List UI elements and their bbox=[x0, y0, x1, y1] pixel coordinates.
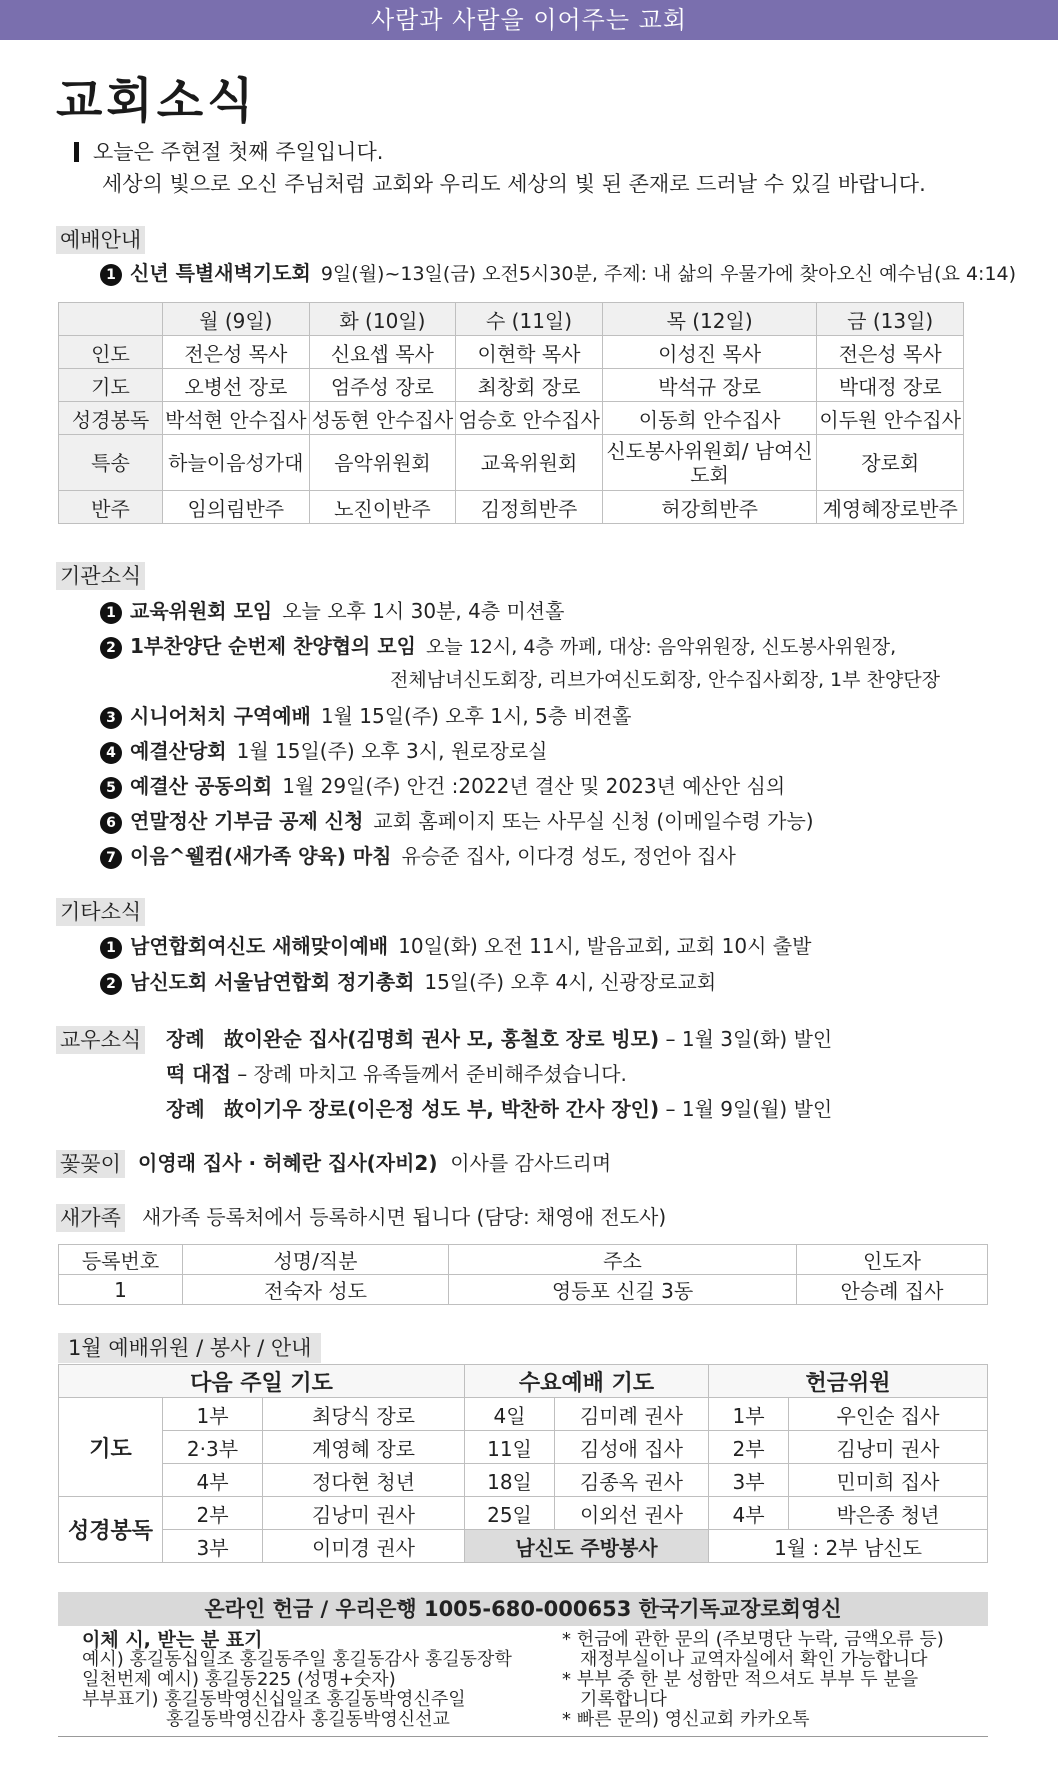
offering-note-line: * 빠른 문의) 영신교회 카카오톡 bbox=[562, 1709, 810, 1730]
table-cell: 엄주성 장로 bbox=[309, 369, 456, 402]
number-1-icon: 1 bbox=[100, 602, 122, 624]
members-text: 故이기우 장로(이은정 성도 부, 박찬하 간사 장인) bbox=[223, 1097, 660, 1121]
intro-line-1: 오늘은 주현절 첫째 주일입니다. bbox=[93, 140, 384, 164]
number-2-icon: 2 bbox=[100, 973, 122, 995]
bottom-divider bbox=[58, 1736, 988, 1737]
members-text: 故이완순 집사(김명희 권사 모, 홍철호 장로 빙모) bbox=[223, 1027, 660, 1051]
number-2-icon: 2 bbox=[100, 637, 122, 659]
table-cell: 안승례 집사 bbox=[797, 1275, 988, 1305]
table-cell: 박석현 안수집사 bbox=[163, 402, 310, 435]
table-cell: 임의림반주 bbox=[163, 491, 310, 524]
table-cell: 영등포 신길 3동 bbox=[449, 1275, 797, 1305]
col-header: 수요예배 기도 bbox=[465, 1365, 709, 1398]
col-header: 월 (9일) bbox=[163, 303, 310, 336]
table-cell: 김미례 권사 bbox=[555, 1398, 709, 1431]
org-item-title: 이음^웰컴(새가족 양육) 마침 bbox=[130, 844, 392, 868]
table-row bbox=[59, 369, 964, 402]
org-item-6 bbox=[100, 806, 814, 836]
table-row bbox=[59, 336, 964, 369]
table-cell: 김종옥 권사 bbox=[555, 1464, 709, 1497]
table-cell: 최당식 장로 bbox=[263, 1398, 465, 1431]
flowers-line bbox=[138, 1148, 611, 1178]
org-item-4 bbox=[100, 736, 547, 766]
table-cell: 2부 bbox=[163, 1497, 263, 1530]
org-item-2 bbox=[100, 631, 896, 662]
org-item-5 bbox=[100, 771, 785, 801]
table-cell: 장로회 bbox=[817, 435, 964, 491]
table-row bbox=[59, 1497, 988, 1530]
col-header: 목 (12일) bbox=[602, 303, 817, 336]
intro-line-2: 세상의 빛으로 오신 주님처럼 교회와 우리도 세상의 빛 된 존재로 드러날 수 있길 바랍니다. bbox=[102, 172, 926, 196]
row-header: 기도 bbox=[59, 1398, 163, 1497]
org-item-7 bbox=[100, 841, 736, 871]
table-cell: 박은종 청년 bbox=[789, 1497, 988, 1530]
table-cell: 1 bbox=[59, 1275, 183, 1305]
bullet-bar-icon bbox=[74, 142, 79, 162]
table-row bbox=[59, 1530, 988, 1563]
row-header: 반주 bbox=[59, 491, 163, 524]
table-cell: 오병선 장로 bbox=[163, 369, 310, 402]
row-header: 특송 bbox=[59, 435, 163, 491]
table-cell: 3부 bbox=[709, 1464, 789, 1497]
table-cell: 김정희반주 bbox=[456, 491, 603, 524]
table-row bbox=[59, 491, 964, 524]
page-title: 교회소식 bbox=[56, 73, 258, 129]
table-cell: 4일 bbox=[465, 1398, 555, 1431]
org-item-detail: 1월 29일(주) 안건 :2022년 결산 및 2023년 예산안 심의 bbox=[282, 774, 786, 798]
table-cell: 전숙자 성도 bbox=[183, 1275, 449, 1305]
january-label: 1월 예배위원 / 봉사 / 안내 bbox=[58, 1333, 321, 1363]
table-cell: 1부 bbox=[709, 1398, 789, 1431]
number-1-icon: 1 bbox=[100, 264, 122, 286]
number-1-icon: 1 bbox=[100, 937, 122, 959]
table-cell: 이현학 목사 bbox=[456, 336, 603, 369]
members-kind: 떡 대접 bbox=[166, 1062, 231, 1086]
transfer-guide-line: 일천번제 예시) 홍길동225 (성명+숫자) bbox=[82, 1669, 396, 1690]
worship-schedule-table bbox=[58, 302, 964, 524]
table-cell: 1부 bbox=[163, 1398, 263, 1431]
members-text: – 장례 마치고 유족들께서 준비해주셨습니다. bbox=[237, 1062, 627, 1086]
flowers-label: 꽃꽂이 bbox=[56, 1150, 125, 1178]
table-cell: 25일 bbox=[465, 1497, 555, 1530]
other-item-1 bbox=[100, 931, 811, 961]
worship-item-title: 신년 특별새벽기도회 bbox=[130, 261, 311, 285]
table-row bbox=[59, 435, 964, 491]
table-cell: 2부 bbox=[709, 1431, 789, 1464]
org-item-detail: 1월 15일(주) 오후 3시, 원로장로실 bbox=[236, 739, 548, 763]
table-cell: 전은성 목사 bbox=[817, 336, 964, 369]
newfamily-label: 새가족 bbox=[56, 1204, 125, 1232]
worship-label: 예배안내 bbox=[56, 226, 145, 254]
transfer-guide bbox=[82, 1630, 562, 1730]
table-cell: 신도봉사위원회/ 남여신도회 bbox=[602, 435, 817, 491]
table-cell: 이두원 안수집사 bbox=[817, 402, 964, 435]
table-cell: 김성애 집사 bbox=[555, 1431, 709, 1464]
flowers-names: 이영래 집사 · 허혜란 집사(자비2) bbox=[138, 1151, 438, 1175]
transfer-guide-line: 예시) 홍길동십일조 홍길동주일 홍길동감사 홍길동장학 bbox=[82, 1649, 512, 1670]
row-header: 성경봉독 bbox=[59, 402, 163, 435]
org-item-detail: 유승준 집사, 이다경 성도, 정언아 집사 bbox=[401, 844, 736, 868]
col-header: 화 (10일) bbox=[309, 303, 456, 336]
table-cell: 이외선 권사 bbox=[555, 1497, 709, 1530]
org-label: 기관소식 bbox=[56, 562, 145, 590]
org-item-detail: 오늘 12시, 4층 까페, 대상: 음악위원장, 신도봉사위원장, bbox=[425, 636, 897, 658]
table-cell: 음악위원회 bbox=[309, 435, 456, 491]
col-header: 다음 주일 기도 bbox=[59, 1365, 465, 1398]
table-row bbox=[59, 402, 964, 435]
members-date: – 1월 9일(월) 발인 bbox=[665, 1097, 833, 1121]
offering-notes bbox=[562, 1630, 982, 1730]
table-cell: 노진이반주 bbox=[309, 491, 456, 524]
table-cell: 전은성 목사 bbox=[163, 336, 310, 369]
other-item-detail: 10일(화) 오전 11시, 발음교회, 교회 10시 출발 bbox=[398, 934, 812, 958]
table-header-row bbox=[59, 1245, 988, 1275]
table-cell: 신요셉 목사 bbox=[309, 336, 456, 369]
worship-item bbox=[100, 258, 1016, 289]
intro bbox=[74, 136, 926, 200]
org-item-detail: 교회 홈페이지 또는 사무실 신청 (이메일수령 가능) bbox=[373, 809, 814, 833]
col-header: 헌금위원 bbox=[709, 1365, 988, 1398]
col-header: 등록번호 bbox=[59, 1245, 183, 1275]
transfer-guide-line: 홍길동박영신감사 홍길동박영신선교 bbox=[166, 1709, 450, 1730]
table-cell: 엄승호 안수집사 bbox=[456, 402, 603, 435]
transfer-guide-line: 부부표기) 홍길동박영신십일조 홍길동박영신주일 bbox=[82, 1689, 466, 1710]
online-offering-bar: 온라인 헌금 / 우리은행 1005-680-000653 한국기독교장로회영신 bbox=[58, 1592, 988, 1626]
table-cell: 이성진 목사 bbox=[602, 336, 817, 369]
other-item-title: 남신도회 서울남연합회 정기총회 bbox=[130, 970, 415, 994]
other-label: 기타소식 bbox=[56, 898, 145, 926]
table-cell: 4부 bbox=[163, 1464, 263, 1497]
col-header: 주소 bbox=[449, 1245, 797, 1275]
members-date: – 1월 3일(화) 발인 bbox=[665, 1027, 833, 1051]
kitchen-value: 1월 : 2부 남신도 bbox=[709, 1530, 988, 1563]
number-6-icon: 6 bbox=[100, 812, 122, 834]
members-kind: 장례 bbox=[166, 1027, 205, 1051]
row-header: 성경봉독 bbox=[59, 1497, 163, 1563]
table-cell: 박석규 장로 bbox=[602, 369, 817, 402]
row-header: 기도 bbox=[59, 369, 163, 402]
table-row bbox=[59, 1464, 988, 1497]
row-header: 인도 bbox=[59, 336, 163, 369]
flowers-text: 이사를 감사드리며 bbox=[450, 1151, 612, 1175]
org-item-detail: 오늘 오후 1시 30분, 4층 미션홀 bbox=[282, 599, 565, 623]
org-item-2-detail2: 전체남녀신도회장, 리브가여신도회장, 안수집사회장, 1부 찬양단장 bbox=[390, 669, 940, 691]
col-header: 성명/직분 bbox=[183, 1245, 449, 1275]
table-cell: 김낭미 권사 bbox=[263, 1497, 465, 1530]
table-cell: 박대정 장로 bbox=[817, 369, 964, 402]
members-kind: 장례 bbox=[166, 1097, 205, 1121]
table-cell: 18일 bbox=[465, 1464, 555, 1497]
table-cell: 정다현 청년 bbox=[263, 1464, 465, 1497]
org-item-title: 교육위원회 모임 bbox=[130, 599, 273, 623]
table-cell: 최창회 장로 bbox=[456, 369, 603, 402]
org-item-3 bbox=[100, 701, 631, 731]
other-item-title: 남연합회여신도 새해맞이예배 bbox=[130, 934, 389, 958]
table-row bbox=[59, 1275, 988, 1305]
offering-note-line: * 헌금에 관한 문의 (주보명단 누락, 금액오류 등) bbox=[562, 1629, 944, 1650]
newfamily-text: 새가족 등록처에서 등록하시면 됩니다 (담당: 채영애 전도사) bbox=[142, 1205, 667, 1229]
org-item-title: 시니어처치 구역예배 bbox=[130, 704, 311, 728]
org-item-title: 연말정산 기부금 공제 신청 bbox=[130, 809, 364, 833]
org-item-detail: 1월 15일(주) 오후 1시, 5층 비젼홀 bbox=[320, 704, 632, 728]
january-table bbox=[58, 1364, 988, 1563]
newfamily-table bbox=[58, 1244, 988, 1305]
table-cell: 2·3부 bbox=[163, 1431, 263, 1464]
table-cell: 하늘이음성가대 bbox=[163, 435, 310, 491]
org-item-title: 1부찬양단 순번제 찬양협의 모임 bbox=[130, 634, 416, 658]
number-3-icon: 3 bbox=[100, 707, 122, 729]
table-cell: 우인순 집사 bbox=[789, 1398, 988, 1431]
number-7-icon: 7 bbox=[100, 847, 122, 869]
members-line-2 bbox=[166, 1059, 627, 1089]
col-header: 금 (13일) bbox=[817, 303, 964, 336]
table-cell: 민미희 집사 bbox=[789, 1464, 988, 1497]
org-item-1 bbox=[100, 596, 564, 626]
table-cell: 성동현 안수집사 bbox=[309, 402, 456, 435]
members-line-3 bbox=[166, 1094, 832, 1124]
table-row bbox=[59, 1431, 988, 1464]
col-header: 수 (11일) bbox=[456, 303, 603, 336]
table-cell: 허강희반주 bbox=[602, 491, 817, 524]
org-item-title: 예결산 공동의회 bbox=[130, 774, 273, 798]
other-item-detail: 15일(주) 오후 4시, 신광장로교회 bbox=[424, 970, 717, 994]
top-banner: 사람과 사람을 이어주는 교회 bbox=[0, 0, 1058, 40]
table-cell: 3부 bbox=[163, 1530, 263, 1563]
table-cell: 김낭미 권사 bbox=[789, 1431, 988, 1464]
table-cell: 이동희 안수집사 bbox=[602, 402, 817, 435]
table-corner bbox=[59, 303, 163, 336]
table-row bbox=[59, 1398, 988, 1431]
online-offering bbox=[58, 1592, 988, 1737]
offering-note-line: 재정부실이나 교역자실에서 확인 가능합니다 bbox=[580, 1649, 928, 1670]
offering-note-line: 기록합니다 bbox=[580, 1689, 667, 1710]
members-line-1 bbox=[166, 1024, 832, 1054]
number-5-icon: 5 bbox=[100, 777, 122, 799]
table-cell: 계영혜장로반주 bbox=[817, 491, 964, 524]
other-item-2 bbox=[100, 967, 716, 997]
offering-note-line: * 부부 중 한 분 성함만 적으셔도 부부 두 분을 bbox=[562, 1669, 919, 1690]
table-header-row bbox=[59, 1365, 988, 1398]
worship-item-detail: 9일(월)~13일(금) 오전5시30분, 주제: 내 삶의 우물가에 찾아오신 예수님(요 4:14) bbox=[320, 263, 1017, 285]
number-4-icon: 4 bbox=[100, 742, 122, 764]
table-cell: 교육위원회 bbox=[456, 435, 603, 491]
kitchen-label: 남신도 주방봉사 bbox=[465, 1530, 709, 1563]
members-label: 교우소식 bbox=[56, 1026, 145, 1054]
transfer-guide-title: 이체 시, 받는 분 표기 bbox=[82, 1629, 263, 1651]
table-cell: 4부 bbox=[709, 1497, 789, 1530]
col-header: 인도자 bbox=[797, 1245, 988, 1275]
table-cell: 계영혜 장로 bbox=[263, 1431, 465, 1464]
org-item-title: 예결산당회 bbox=[130, 739, 227, 763]
table-cell: 이미경 권사 bbox=[263, 1530, 465, 1563]
table-cell: 11일 bbox=[465, 1431, 555, 1464]
